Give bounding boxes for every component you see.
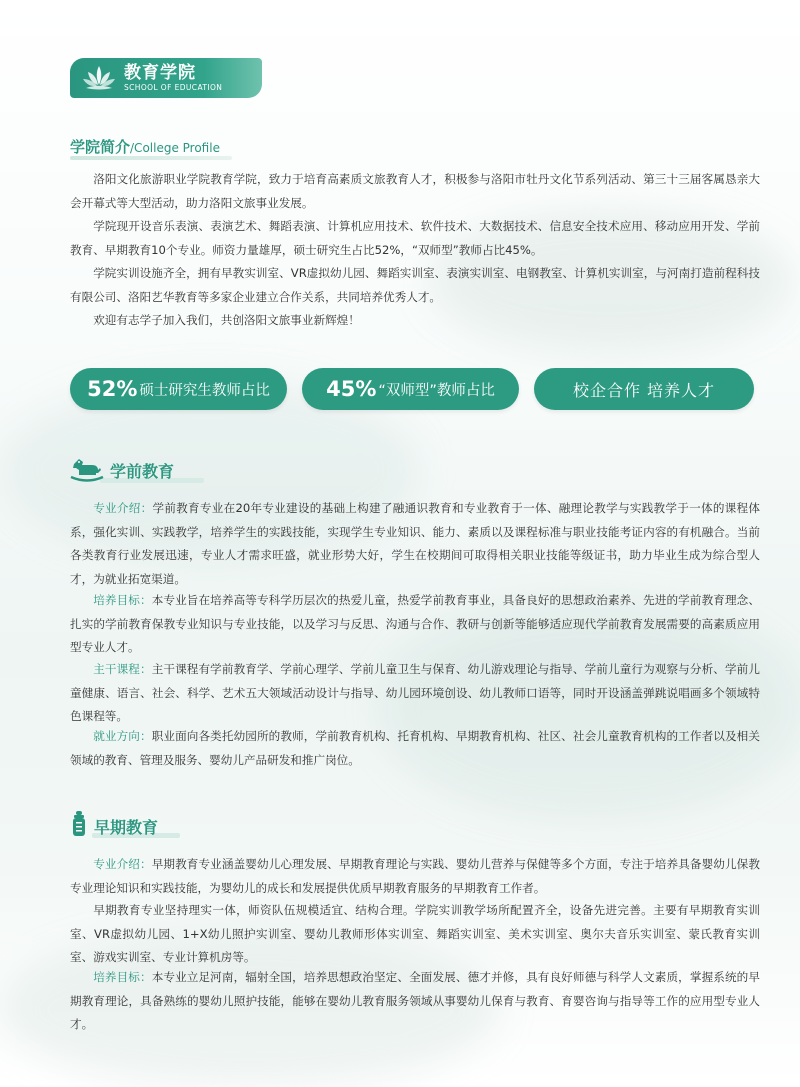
dual-teacher-ratio-pill xyxy=(302,368,519,410)
preschool-course-tag: 主干课程： xyxy=(93,662,152,676)
profile-title-cn: 学院简介 xyxy=(70,138,131,156)
preschool-goal xyxy=(70,589,760,660)
early-goal xyxy=(70,966,760,1037)
preschool-goal-tag: 培养目标： xyxy=(93,593,152,607)
profile-title-en: /College Profile xyxy=(130,141,220,155)
early-intro-tag: 专业介绍： xyxy=(93,857,152,871)
profile-title xyxy=(70,136,220,157)
preschool-intro-text: 学前教育专业在20年专业建设的基础上构建了融通识教育和专业教育于一体、融理论教学与实践教学于一体的课程体系，强化实训、实践教学，培养学生的实践技能，实现学生专业知识、能力、素质以及课程标准与职业技能考证内容的有机融合。当前各类教育行业发展迅速，专业人才需求旺盛，就业形势大好，学生在校期间可取得相关职业技能等级证书，助力毕业生成为综合型人才，为就业拓宽渠道。 xyxy=(70,501,760,586)
preschool-intro-tag: 专业介绍： xyxy=(93,501,153,515)
profile-paragraph: 洛阳文化旅游职业学院教育学院，致力于培育高素质文旅教育人才，积极参与洛阳市牡丹文化节系列活动、第三十三届客属恳亲大会开幕式等大型活动，助力洛阳文旅事业发展。 xyxy=(70,172,760,210)
preschool-career-text: 职业面向各类托幼园所的教师，学前教育机构、托育机构、早期教育机构、社区、社会儿童教育机构的工作者以及相关领域的教育、管理及服务、婴幼儿产品研发和推广岗位。 xyxy=(70,729,760,767)
preschool-goal-text: 本专业旨在培养高等专科学历层次的热爱儿童，热爱学前教育事业，具备良好的思想政治素养、先进的学前教育理念、扎实的学前教育保教专业知识与专业技能，以及学习与反思、沟通与合作、教研与创新等能够适应现代学前教育发展需要的高素质应用型专业人才。 xyxy=(70,593,760,655)
early-intro xyxy=(70,853,760,900)
cooperation-label: 校企合作 培养人才 xyxy=(572,380,716,400)
early-intro-text: 早期教育专业涵盖婴幼儿心理发展、早期教育理论与实践、婴幼儿营养与保健等多个方面，专注于培养具备婴幼儿保教专业理论知识和实践技能，为婴幼儿的成长和发展提供优质早期教育服务的早期教育工作者。 xyxy=(70,857,760,895)
master-ratio-label: 硕士研究生教师占比 xyxy=(139,382,270,399)
dual-teacher-ratio-value: 45% xyxy=(326,377,377,401)
preschool-intro xyxy=(70,497,760,591)
cooperation-pill xyxy=(534,368,754,410)
preschool-course xyxy=(70,658,760,729)
preschool-section-header xyxy=(70,456,174,482)
preschool-course-text: 主干课程有学前教育学、学前心理学、学前儿童卫生与保育、幼儿游戏理论与指导、学前儿童行为观察与分析、学前儿童健康、语言、社会、科学、艺术五大领域活动设计与指导、幼儿园环境创设、幼儿教师口语等，同时开设涵盖弹跳说唱画多个领域特色课程等。 xyxy=(70,662,760,724)
master-ratio-value: 52% xyxy=(87,377,138,401)
profile-paragraph: 学院实训设施齐全，拥有早教实训室、VR虚拟幼儿园、舞蹈实训室、表演实训室、电钢教室、计算机实训室，与河南打造前程科技有限公司、洛阳艺华教育等多家企业建立合作关系，共同培养优秀人才。 xyxy=(70,266,760,304)
early-title: 早期教育 xyxy=(94,818,159,837)
profile-paragraph: 学院现开设音乐表演、表演艺术、舞蹈表演、计算机应用技术、软件技术、大数据技术、信息安全技术应用、移动应用开发、学前教育、早期教育10个专业。师资力量雄厚，硕士研究生占比52%，“双师型”教师占比45%。 xyxy=(70,219,760,257)
lotus-icon xyxy=(82,63,116,93)
early-goal-text: 本专业立足河南，辐射全国，培养思想政治坚定、全面发展、德才并修，具有良好师德与科学人文素质，掌握系统的早期教育理论，具备熟练的婴幼儿照护技能，能够在婴幼儿教育服务领域从事婴幼儿保育与教育、育婴咨询与指导等工作的应用型专业人才。 xyxy=(70,970,760,1032)
rocking-horse-icon xyxy=(70,456,104,482)
profile-paragraph: 欢迎有志学子加入我们，共创洛阳文旅事业新辉煌！ xyxy=(93,313,360,327)
header-title-cn: 教育学院 xyxy=(124,62,196,83)
school-header-badge xyxy=(70,58,262,98)
baby-bottle-icon xyxy=(70,810,88,838)
early-paragraph: 早期教育专业坚持理实一体，师资队伍规模适宜、结构合理。学院实训教学场所配置齐全，设备先进完善。主要有早期教育实训室、VR虚拟幼儿园、1+X幼儿照护实训室、婴幼儿教师形体实训室、舞蹈实训室、美术实训室、奥尔夫音乐实训室、蒙氏教育实训室、游戏实训室、专业计算机房等。 xyxy=(70,903,760,965)
master-ratio-pill xyxy=(70,368,287,410)
header-title-en: SCHOOL OF EDUCATION xyxy=(124,82,223,92)
dual-teacher-ratio-label: “双师型”教师占比 xyxy=(378,382,495,399)
preschool-career xyxy=(70,725,760,772)
preschool-career-tag: 就业方向： xyxy=(93,729,152,743)
early-goal-tag: 培养目标： xyxy=(93,970,152,984)
preschool-title: 学前教育 xyxy=(110,462,175,481)
early-section-header xyxy=(70,810,158,838)
